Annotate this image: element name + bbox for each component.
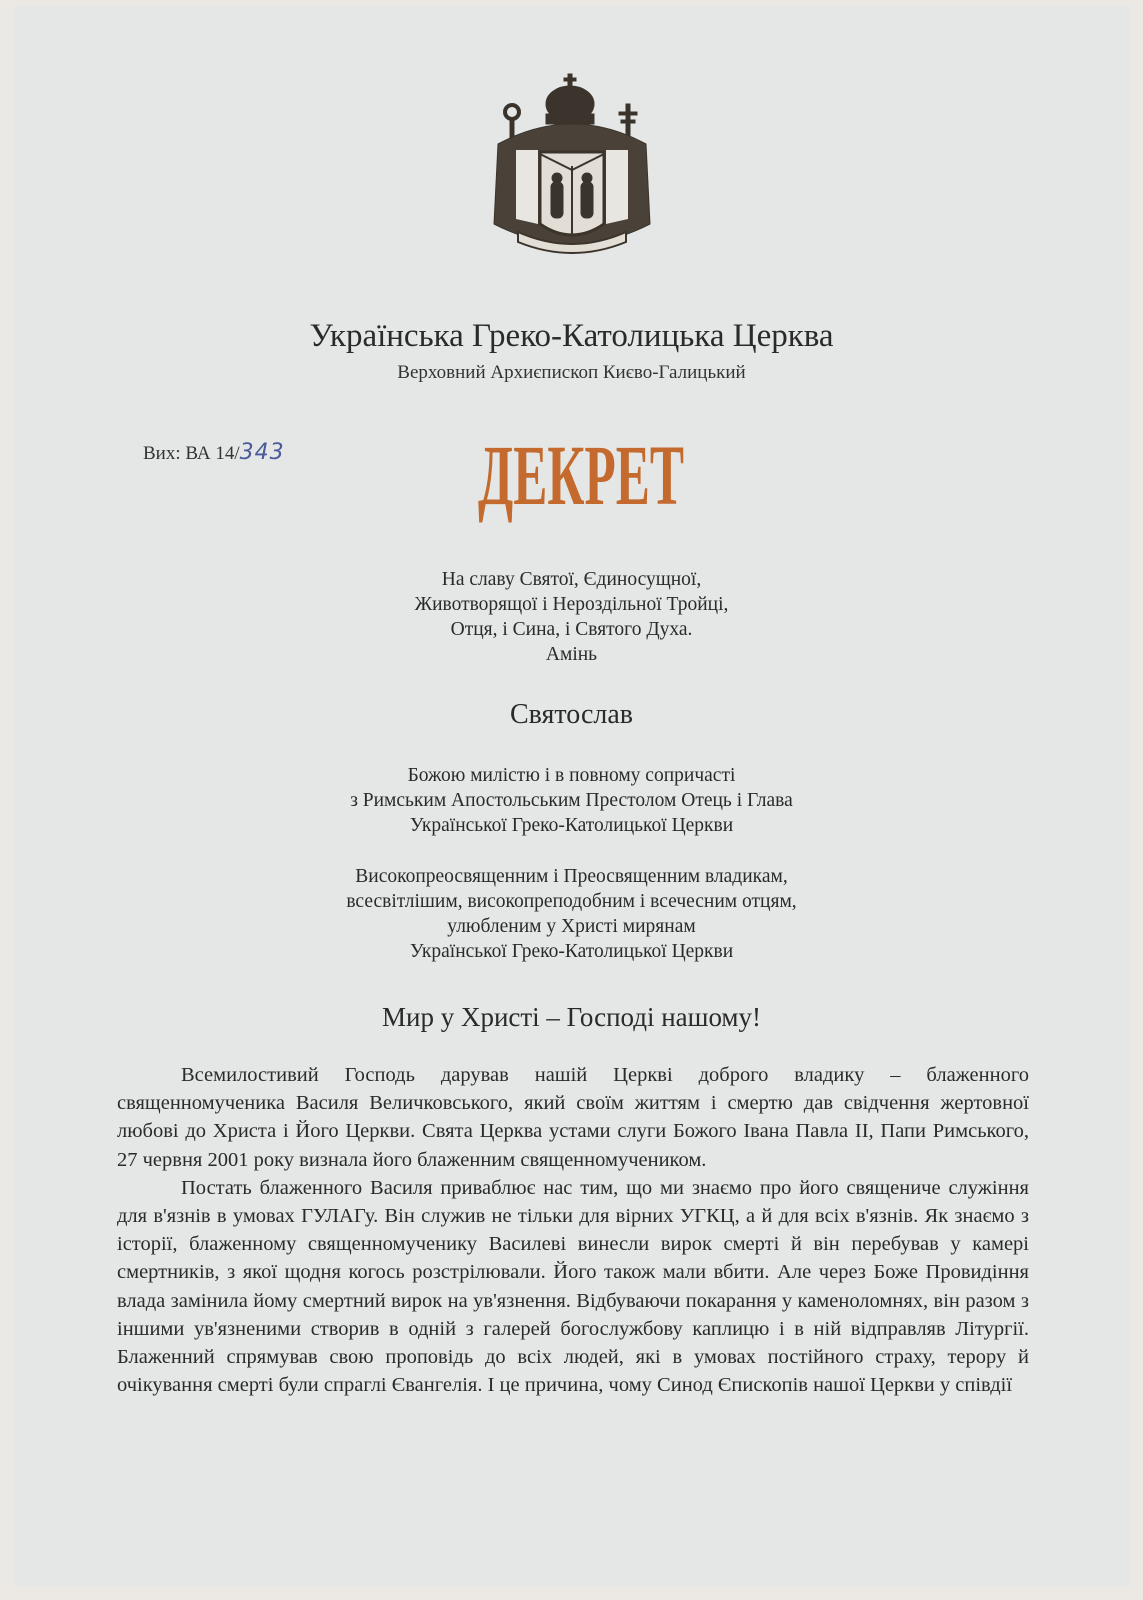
title-line: Української Греко-Католицької Церкви	[409, 815, 734, 836]
decree-body	[117, 1061, 1029, 1399]
invocation-line: Животворящої і Нероздільної Тройці,	[414, 594, 729, 615]
handwritten-number: 343	[239, 440, 285, 465]
decree-title-text: ДЕКРЕТ	[478, 427, 684, 523]
invocation	[0, 567, 1143, 667]
signatory-titles	[0, 763, 1143, 838]
invocation-line: На славу Святої, Єдиносущної,	[441, 569, 702, 590]
body-paragraph: Постать блаженного Василя приваблює нас тим, що ми знаємо про його священиче служіння для в'язнів в умовах ГУЛАГу. Він служив не тільки для вірних УГКЦ, а й для всіх в'язнів. Як знаємо з історії, блаженному священномученику Василеві винесли вирок смерті й він перебував у камері смертників, з якої щодня когось розстрілювали. Його також мали вбити. Але через Боже Провидіння влада замінила йому смертний вирок на ув'язнення. Відбуваючи покарання у каменоломнях, він разом з іншими ув'язненими створив в одній з галерей богослужбову каплицю і в ній відправляв Літургії. Блаженний спрямував свою проповідь до всіх людей, які в умовах постійного страху, терору й очікування смерті були спраглі Євангелія. І це причина, чому Синод Єпископів нашої Церкви у співдії	[117, 1176, 1029, 1397]
title-line: з Римським Апостольським Престолом Отець і Глава	[350, 790, 793, 811]
coat-of-arms-emblem	[488, 74, 656, 264]
address-line: Високопреосвященним і Преосвященним владикам,	[355, 866, 788, 887]
decree-title	[470, 428, 692, 528]
church-name: Українська Греко-Католицька Церква	[309, 318, 834, 354]
signatory-name: Святослав	[509, 699, 634, 730]
greeting: Мир у Христі – Господі нашому!	[381, 1002, 762, 1032]
address-line: всесвітлішим, високопреподобним і всечесним отцям,	[346, 891, 797, 912]
title-line: Божою милістю і в повному сопричасті	[407, 765, 736, 786]
outgoing-number-label: Вих: ВА 14/	[143, 443, 240, 464]
invocation-line: Отця, і Сина, і Святого Духа.	[450, 619, 693, 640]
archbishop-subtitle: Верховний Архиєпископ Києво-Галицький	[397, 362, 746, 383]
address-line: улюбленим у Христі мирянам	[447, 916, 696, 937]
body-paragraph: Всемилостивий Господь дарував нашій Церкві доброго владику – блаженного священномученика Василя Величковського, який своїм життям і смертю дав свідчення жертовної любові до Христа і Його Церкви. Свята Церква устами слуги Божого Івана Павла II, Папи Римського, 27 червня 2001 року визнала його блаженним священномучеником.	[117, 1064, 1029, 1171]
address-line: Української Греко-Католицької Церкви	[409, 941, 734, 962]
address-block	[0, 864, 1143, 964]
outgoing-number	[143, 440, 285, 465]
invocation-line: Амінь	[545, 644, 598, 665]
